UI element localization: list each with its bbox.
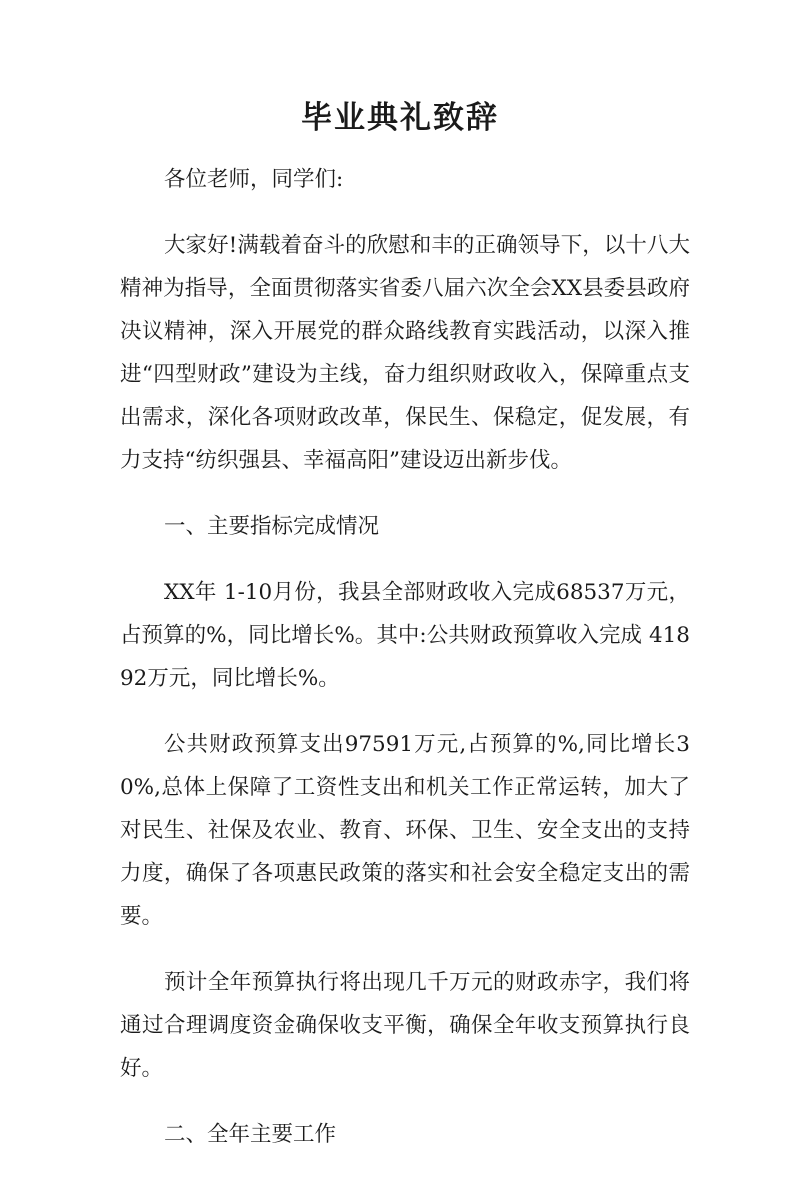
expenditure-paragraph: 公共财政预算支出97591万元,占预算的%,同比增长30%,总体上保障了工资性支出和机关工作正常运转，加大了对民生、社保及农业、教育、环保、卫生、安全支出的支持力度，确保了各项惠民政策的落实和社会安全稳定支出的需要。 bbox=[120, 732, 690, 929]
forecast-paragraph: 预计全年预算执行将出现几千万元的财政赤字，我们将通过合理调度资金确保收支平衡，确保全年收支预算执行良好。 bbox=[120, 970, 690, 1081]
section-heading-2: 二、全年主要工作 bbox=[164, 1122, 337, 1147]
revenue-paragraph: XX年 1-10月份，我县全部财政收入完成68537万元，占预算的%，同比增长%。其中:公共财政预算收入完成 41892万元，同比增长%。 bbox=[120, 580, 690, 691]
document-body bbox=[120, 158, 690, 1179]
salutation: 各位老师，同学们: bbox=[164, 167, 344, 192]
section-heading-1: 一、主要指标完成情况 bbox=[164, 514, 380, 539]
opening-paragraph: 大家好!满载着奋斗的欣慰和丰的正确领导下，以十八大精神为指导，全面贯彻落实省委八届六次全会XX县委县政府决议精神，深入开展党的群众路线教育实践活动，以深入推进“四型财政”建设为主线，奋力组织财政收入，保障重点支出需求，深化各项财政改革，保民生、保稳定，促发展，有力支持“纺织强县、幸福高阳”建设迈出新步伐。 bbox=[120, 233, 690, 473]
document-title: 毕业典礼致辞 bbox=[301, 100, 499, 136]
